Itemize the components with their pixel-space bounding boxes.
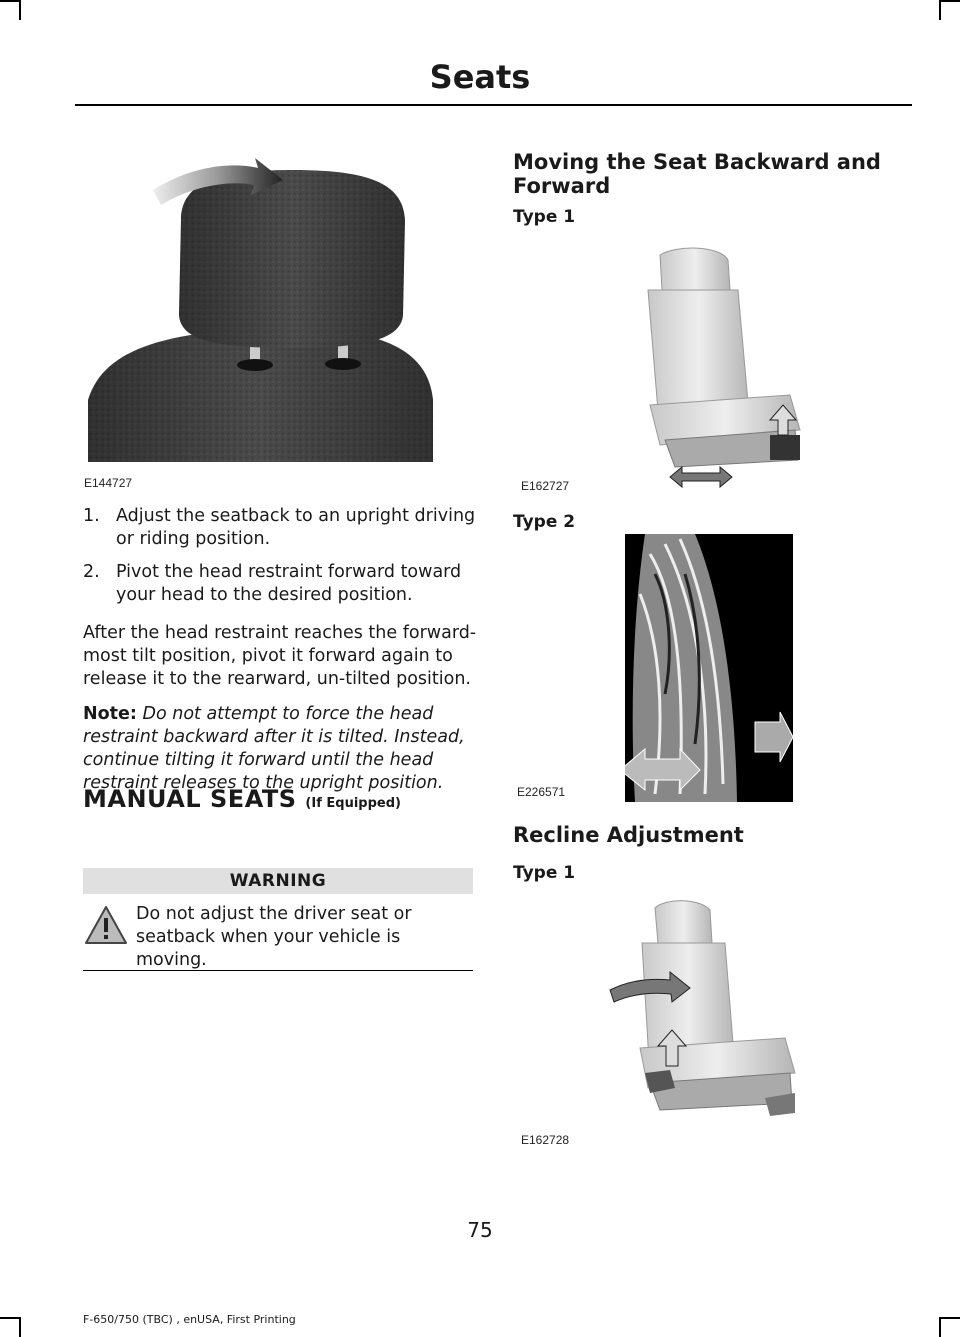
note-paragraph (83, 703, 478, 795)
step-number: 1. (83, 506, 100, 526)
instruction-list (83, 505, 478, 617)
release-paragraph: After the head restraint reaches the forward-most tilt position, pivot it forward again to release it to the rearward, un-tilted position. (83, 623, 477, 689)
crop-mark (939, 0, 941, 20)
list-item (83, 561, 478, 607)
footer-text: F-650/750 (TBC) , enUSA, First Printing (83, 1313, 296, 1326)
header-divider (75, 104, 912, 106)
step-number: 2. (83, 562, 100, 582)
step-text: Adjust the seatback to an upright driving or riding position. (116, 506, 476, 549)
heading-recline: Recline Adjustment (513, 823, 744, 847)
crop-mark (0, 1317, 20, 1319)
seat-type1-recline-illustration (600, 898, 800, 1123)
headrest-illustration (83, 150, 478, 462)
seat-type1-move-illustration (620, 245, 820, 495)
figure-id-headrest: E144727 (84, 476, 133, 490)
section-title: MANUAL SEATS (83, 785, 297, 813)
crop-mark (940, 0, 960, 2)
section-heading-manual-seats (83, 785, 401, 813)
recline-type1-label: Type 1 (513, 863, 576, 883)
warning-triangle-icon (84, 905, 128, 945)
page-title: Seats (429, 58, 531, 96)
crop-mark (19, 0, 21, 20)
seat-type2-move-illustration (625, 534, 793, 802)
crop-mark (0, 0, 20, 2)
crop-mark (939, 1317, 941, 1337)
crop-mark (940, 1317, 960, 1319)
figure-id-type2-move: E226571 (517, 785, 566, 799)
list-item (83, 505, 478, 551)
note-text: Do not attempt to force the head restraint backward after it is tilted. Instead, continue tilting it forward until the head restraint releases to the upright position. (83, 704, 465, 793)
figure-id-type1-move: E162727 (521, 479, 570, 493)
type2-label: Type 2 (513, 512, 576, 532)
warning-text: Do not adjust the driver seat or seatback when your vehicle is moving. (136, 904, 412, 970)
crop-mark (19, 1317, 21, 1337)
step-text: Pivot the head restraint forward toward your head to the desired position. (116, 562, 462, 605)
note-label: Note: (83, 704, 137, 724)
warning-divider (83, 970, 473, 971)
type1-label: Type 1 (513, 207, 576, 227)
page-number: 75 (467, 1218, 493, 1242)
section-qualifier: (If Equipped) (305, 796, 401, 811)
warning-heading: WARNING (83, 868, 473, 894)
heading-moving-seat: Moving the Seat Backward and Forward (513, 150, 881, 198)
figure-id-type1-recline: E162728 (521, 1133, 570, 1147)
